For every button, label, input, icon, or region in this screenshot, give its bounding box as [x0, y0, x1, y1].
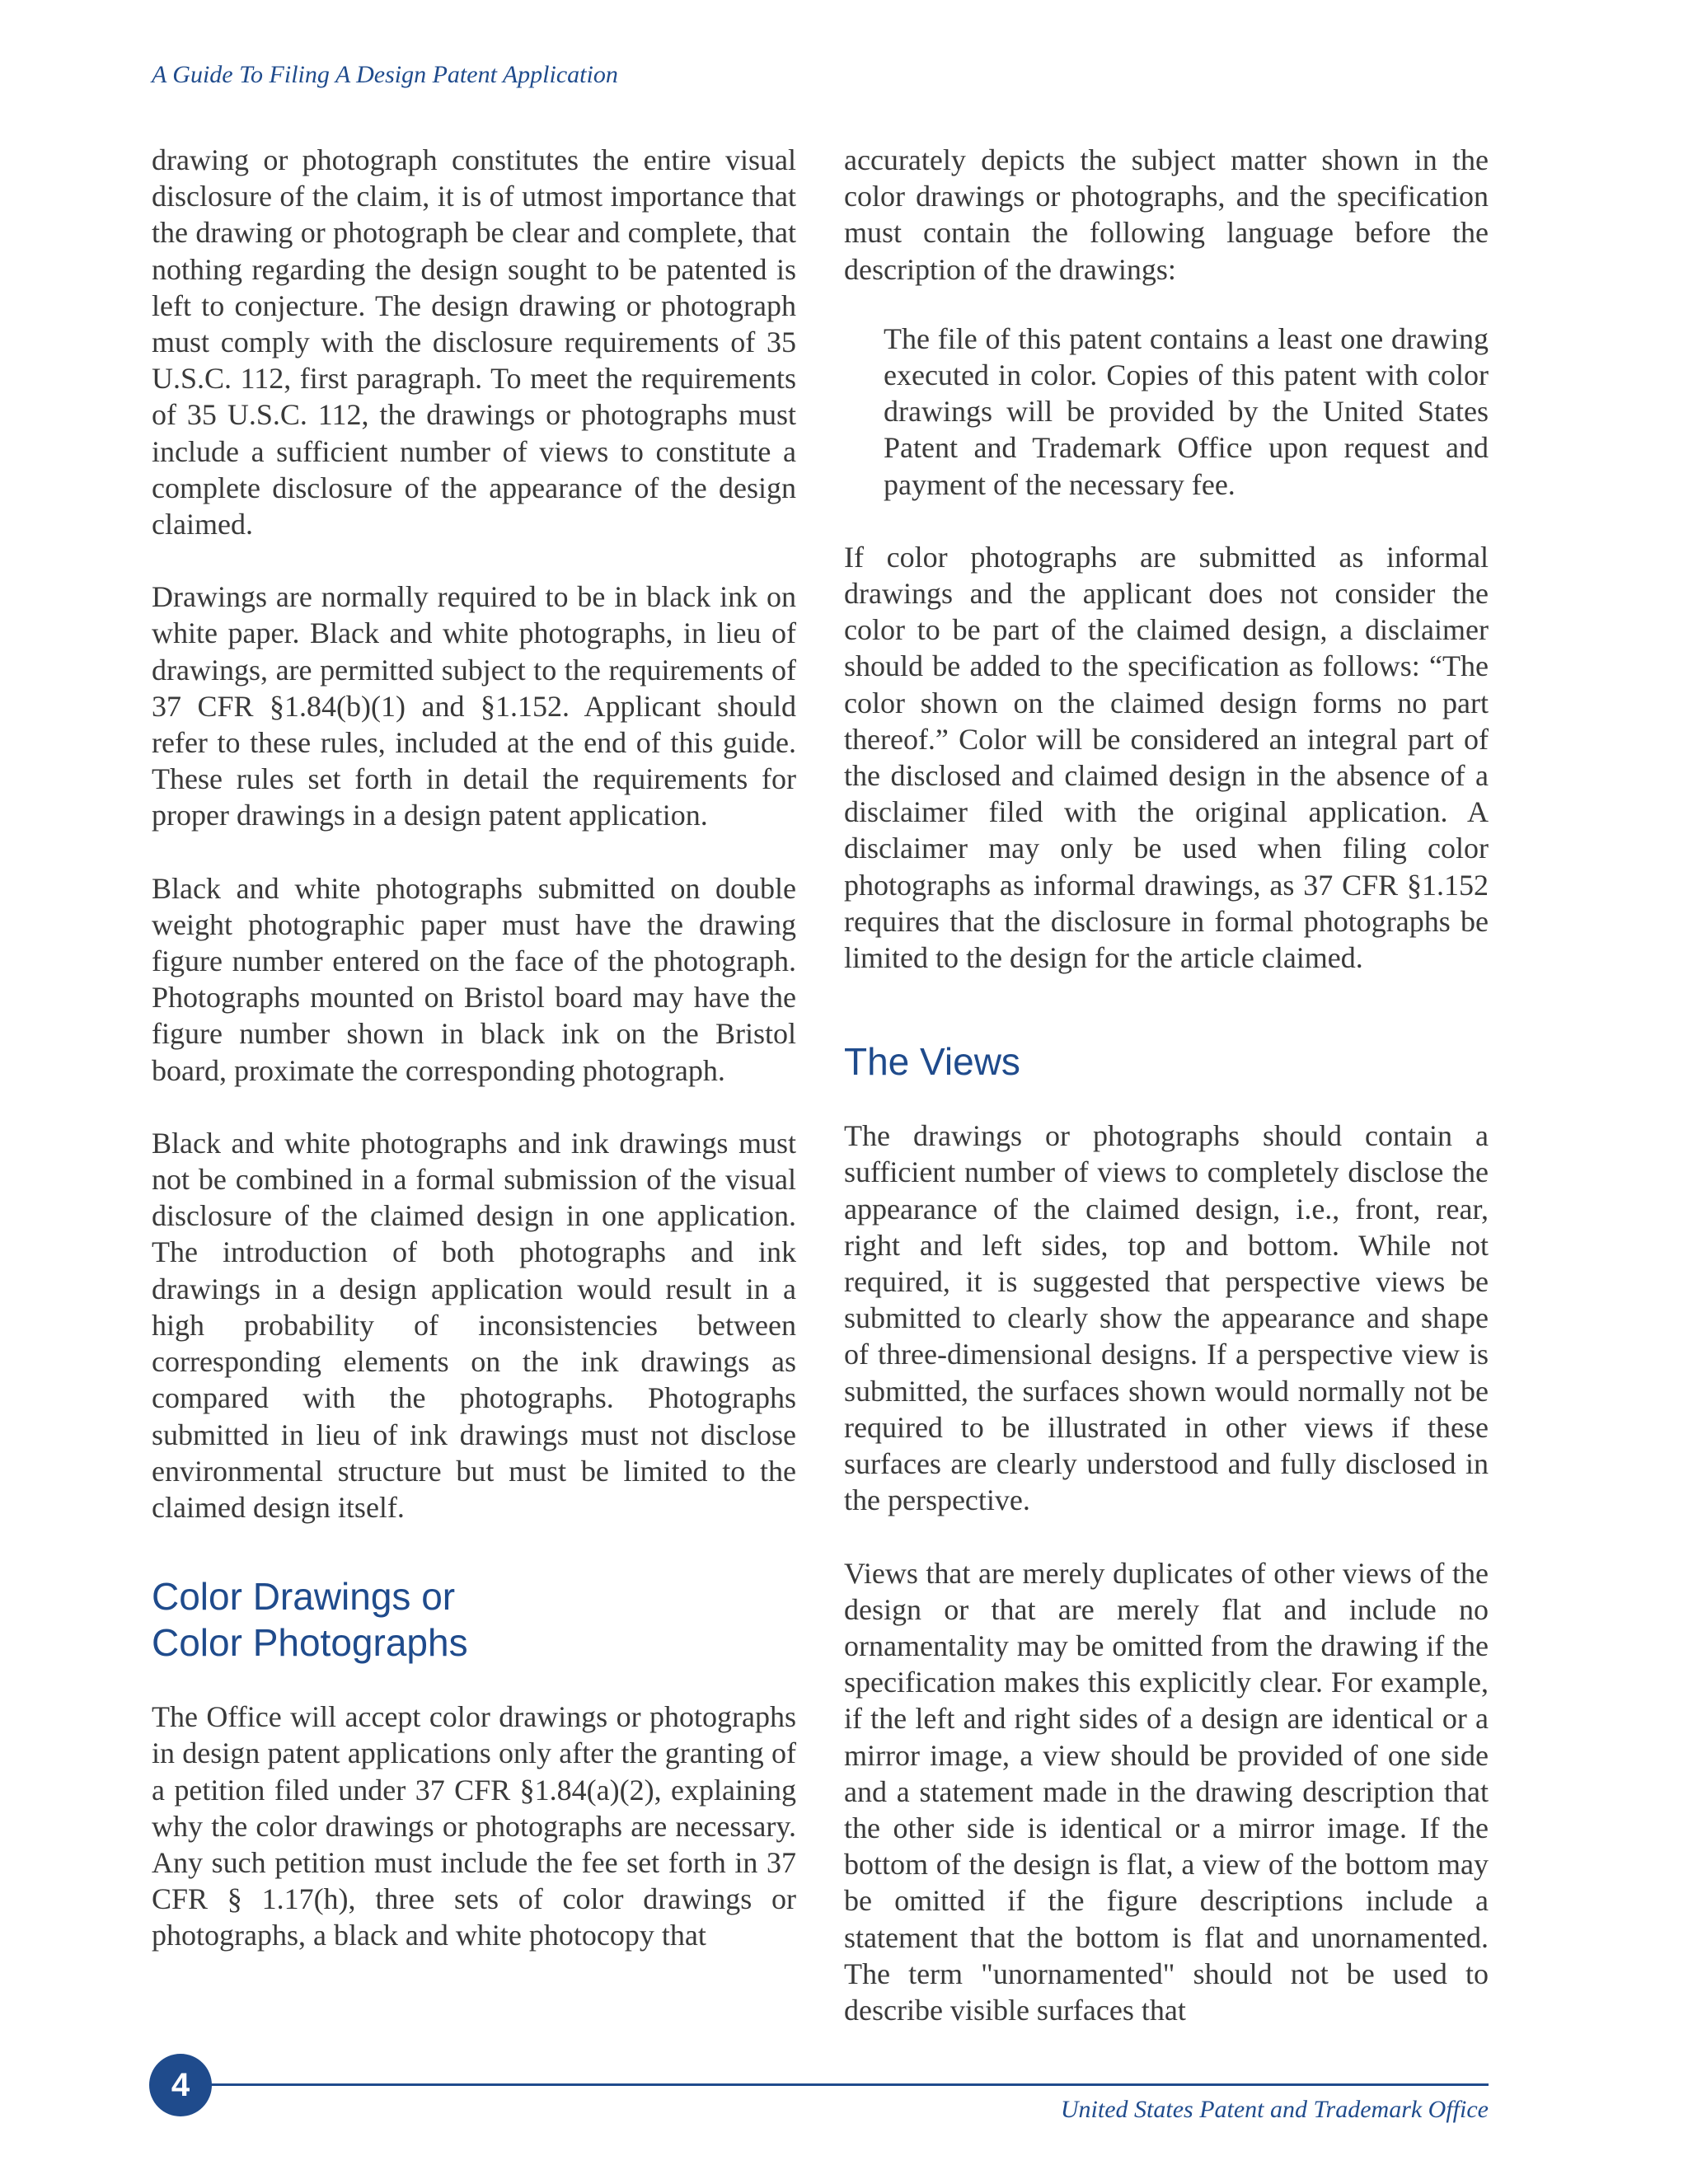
body-paragraph: Black and white photographs and ink drawings must not be combined in a formal submission of the visual disclosure of the claimed design in one application. The introduction of both photographs and ink drawings in a design application would result in a high probability of inconsistencies between corresponding elements on the ink drawings as compared with the photographs. Photographs submitted in lieu of ink drawings must not disclose environmental structure but must be limited to the claimed design itself. — [152, 1126, 796, 1524]
footer-organization: United States Patent and Trademark Office — [1060, 2096, 1489, 2123]
page-number: 4 — [171, 2066, 190, 2103]
body-paragraph: drawing or photograph constitutes the entire visual disclosure of the claim, it is of utmost importance that the drawing or photograph be clear and complete, that nothing regarding the design sought to be patented is left to conjecture. The design drawing or photograph must comply with the disclosure requirements of 35 U.S.C. 112, first paragraph. To meet the requirements of 35 U.S.C. 112, the drawings or photographs must include a sufficient number of views to constitute a complete disclosure of the appearance of the design claimed. — [152, 143, 796, 541]
required-language-quote: The file of this patent contains a least one drawing executed in color. Copies of this patent with color drawings will be provided by the United States Patent and Trademark Office upon request and payment of the necessary fee. — [884, 321, 1489, 501]
running-header: A Guide To Filing A Design Patent Application — [152, 61, 618, 88]
body-paragraph: Views that are merely duplicates of other views of the design or that are merely flat and include no ornamentality may be omitted from the drawing if the specification makes this explicitly clear. For example, if the left and right sides of a design are identical or a mirror image, a view should be provided of one side and a statement made in the drawing description that the other side is identical or a mirror image. If the bottom of the design is flat, a view of the bottom may be omitted if the figure descriptions include a statement that the bottom is flat and unornamented. The term "unornamented" should not be used to describe visible surfaces that — [844, 1556, 1489, 2027]
right-column — [844, 142, 1489, 2064]
body-paragraph: The Office will accept color drawings or photographs in design patent applications only after the granting of a petition filed under 37 CFR §1.84(a)(2), explaining why the color drawings or photographs are necessary. Any such petition must include the fee set forth in 37 CFR § 1.17(h), three sets of color drawings or photographs, a black and white photocopy that — [152, 1700, 796, 1952]
body-paragraph: accurately depicts the subject matter shown in the color drawings or photographs, and the specification must contain the following language before the description of the drawings: — [844, 143, 1489, 286]
body-paragraph: The drawings or photographs should contain a sufficient number of views to completely disclose the appearance of the claimed design, i.e., front, rear, right and left sides, top and bottom. While not required, it is suggested that perspective views be submitted to clearly show the appearance and shape of three-dimensional designs. If a perspective view is submitted, the surfaces shown would normally not be required to be illustrated in other views if these surfaces are clearly understood and fully disclosed in the perspective. — [844, 1119, 1489, 1517]
section-heading-color-drawings — [152, 1573, 796, 1666]
footer-rule — [181, 2083, 1489, 2086]
page-number-badge — [149, 2054, 212, 2116]
body-paragraph: If color photographs are submitted as informal drawings and the applicant does not consider the color to be part of the claimed design, a disclaimer should be added to the specification as follows: “The color shown on the claimed design forms no part thereof.” Color will be considered an integral part of the disclosed and claimed design in the absence of a disclaimer filed with the original application. A disclaimer may only be used when filing color photographs as informal drawings, as 37 CFR §1.152 requires that the disclosure in formal photographs be limited to the design for the article claimed. — [844, 540, 1489, 975]
section-heading-the-views: The Views — [844, 1040, 1020, 1084]
left-column — [152, 142, 796, 1990]
body-paragraph: Black and white photographs submitted on double weight photographic paper must have the drawing figure number entered on the face of the photograph. Photographs mounted on Bristol board may have the figure number shown in black ink on the Bristol board, proximate the corresponding photograph. — [152, 871, 796, 1087]
body-paragraph: Drawings are normally required to be in black ink on white paper. Black and white photographs, in lieu of drawings, are permitted subject to the requirements of 37 CFR §1.84(b)(1) and §1.152. Applicant should refer to these rules, included at the end of this guide. These rules set forth in detail the requirements for proper drawings in a design patent application. — [152, 580, 796, 832]
heading-line: Color Drawings or — [152, 1575, 456, 1619]
heading-line: Color Photographs — [152, 1621, 468, 1665]
